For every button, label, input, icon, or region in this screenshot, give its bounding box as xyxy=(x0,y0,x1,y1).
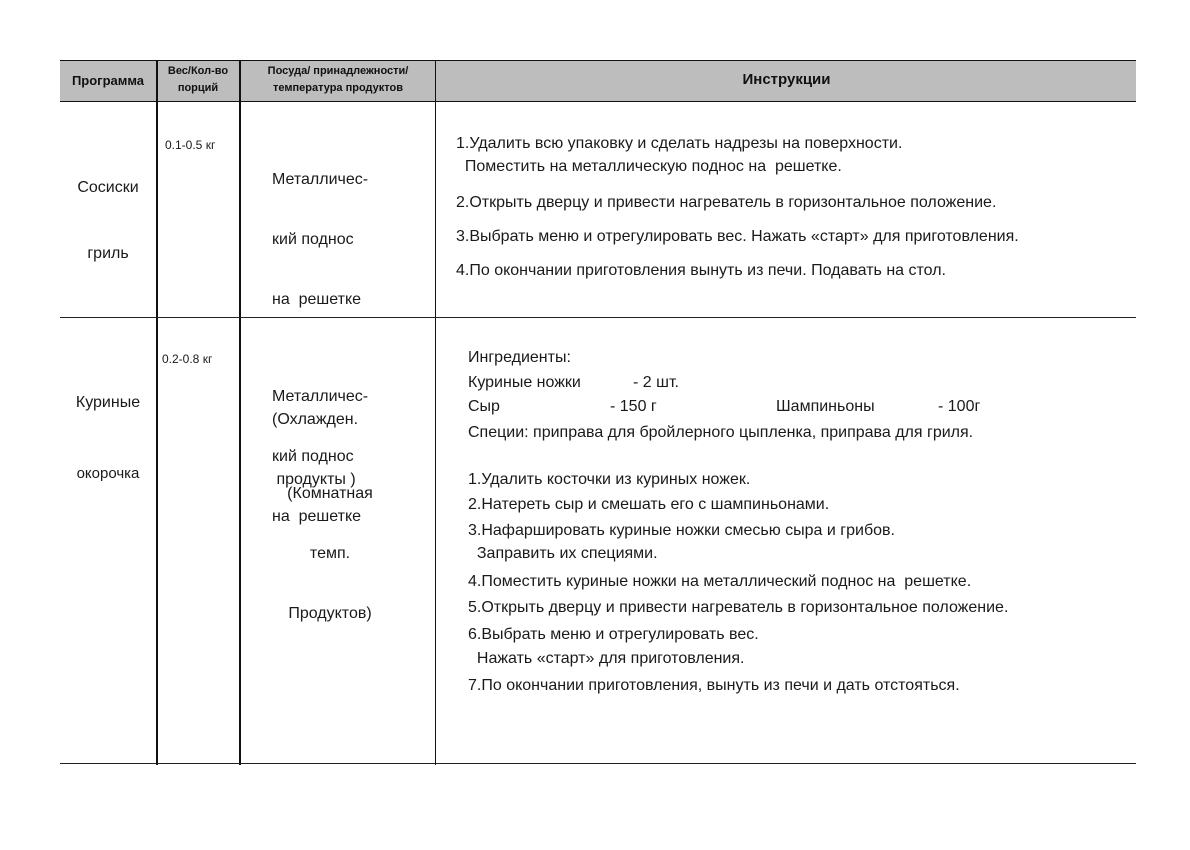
column-divider xyxy=(156,60,158,765)
row2-step: 2.Натереть сыр и смешать его с шампиньонами. xyxy=(468,496,830,513)
row2-dish-line: на решетке xyxy=(272,508,362,525)
row2-step: 6.Выбрать меню и отрегулировать вес. xyxy=(468,626,759,643)
ingredient-amount: - 100г xyxy=(938,398,981,415)
row2-dish-line: (Комнатная xyxy=(287,485,373,502)
spices: Специи: приправа для бройлерного цыпленка, приправа для гриля. xyxy=(468,424,974,441)
row1-dish-line: на решетке xyxy=(272,291,362,308)
ingredients-title: Ингредиенты: xyxy=(468,349,571,366)
row2-step: 7.По окончании приготовления, вынуть из печи и дать отстояться. xyxy=(468,677,960,694)
row2-program-line: Куриные xyxy=(75,394,141,411)
row2-step: 1.Удалить косточки из куриных ножек. xyxy=(468,471,751,488)
column-divider xyxy=(435,60,436,765)
row1-weight: 0.1-0.5 кг xyxy=(165,138,216,152)
column-divider xyxy=(239,60,241,765)
row1-dish-line: Металличес- xyxy=(272,171,369,188)
header-weight xyxy=(157,63,239,97)
header-dish-line1: Посуда/ принадлежности/ xyxy=(267,65,409,77)
cooking-table xyxy=(60,60,1136,765)
row2-step: 3.Нафаршировать куриные ножки смесью сыра и грибов. xyxy=(468,522,895,539)
row2-step: 4.Поместить куриные ножки на металлический поднос на решетке. xyxy=(468,573,972,590)
row1-step: 3.Выбрать меню и отрегулировать вес. Нажать «старт» для приготовления. xyxy=(456,228,1019,245)
row2-dish-temp xyxy=(270,444,390,664)
row2-dish-line: Металличес- xyxy=(272,388,369,405)
row2-step: 5.Открыть дверцу и привести нагреватель в горизонтальное положение. xyxy=(468,599,1009,616)
header-weight-line1: Вес/Кол-во xyxy=(167,65,229,77)
ingredient-name: Шампиньоны xyxy=(776,398,875,415)
row1-dish-line: кий поднос xyxy=(272,231,354,248)
row2-dish-line: темп. xyxy=(309,545,351,562)
header-dish-line2: температура продуктов xyxy=(272,82,404,94)
row1-program-line: Сосиски xyxy=(77,179,139,196)
header-weight-line2: порций xyxy=(177,82,219,94)
row1-step: 1.Удалить всю упаковку и сделать надрезы на поверхности. xyxy=(456,135,903,152)
row1-dish-line: (Охлажден. xyxy=(272,411,359,428)
row1-step: 2.Открыть дверцу и привести нагреватель в горизонтальное положение. xyxy=(456,194,997,211)
row2-program xyxy=(60,348,156,529)
row2-dish-line: Продуктов) xyxy=(288,605,372,622)
row-divider xyxy=(60,317,1136,318)
row1-dish-line: продукты ) xyxy=(272,471,356,488)
row1-step: Поместить на металлическую поднос на решетке. xyxy=(456,158,842,175)
row2-step: Заправить их специями. xyxy=(468,545,658,562)
ingredient-amount: - 2 шт. xyxy=(633,374,679,391)
ingredient-name: Куриные ножки xyxy=(468,374,581,391)
row1-step: 4.По окончании приготовления вынуть из печи. Подавать на стол. xyxy=(456,262,946,279)
row1-program xyxy=(60,133,156,309)
table-bottom-rule xyxy=(60,763,1136,764)
row2-step: Нажать «старт» для приготовления. xyxy=(468,650,745,667)
header-instructions: Инструкции xyxy=(742,71,831,88)
row2-dish-line: кий поднос xyxy=(272,448,354,465)
row2-weight: 0.2-0.8 кг xyxy=(162,352,213,366)
row2-program-line: окорочка xyxy=(76,465,140,482)
header-program: Программа xyxy=(71,73,145,88)
header-dish xyxy=(241,63,435,97)
ingredient-amount: - 150 г xyxy=(610,398,657,415)
row1-program-line: гриль xyxy=(87,245,129,262)
ingredient-name: Сыр xyxy=(468,398,500,415)
